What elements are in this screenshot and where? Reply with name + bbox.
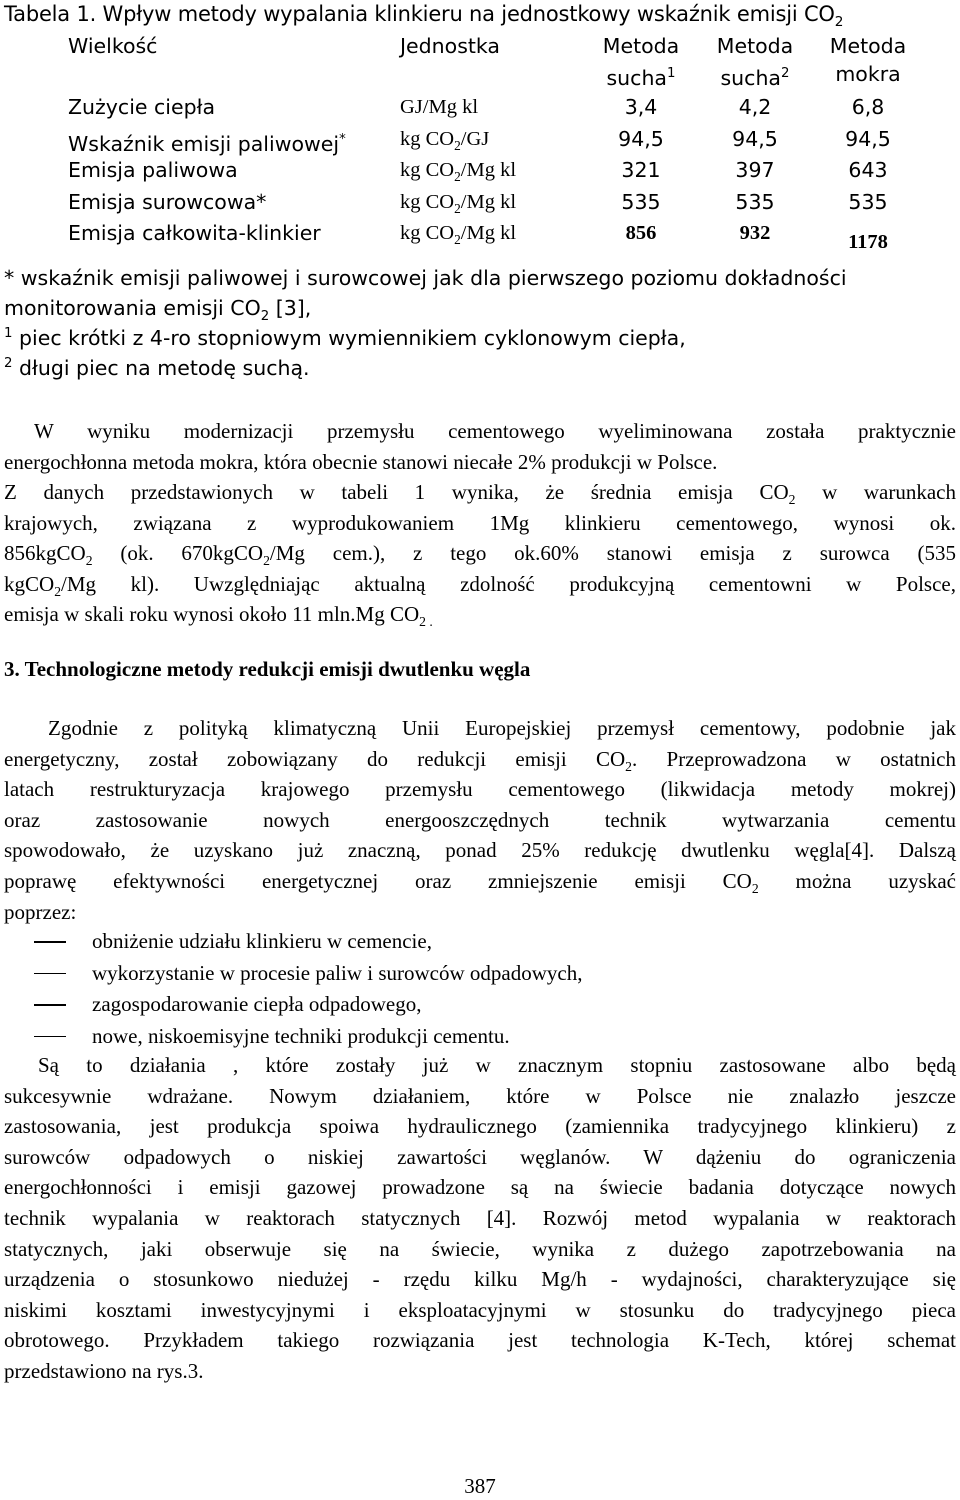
note-4-text: długi piec na metodę suchą. [12,356,310,380]
row-label: Emisja paliwowa [68,158,238,182]
section-heading: 3. Technologiczne metody redukcji emisji dwutlenku węgla [4,657,531,681]
list-item-text: obniżenie udziału klinkieru w cemencie, [92,929,432,953]
paragraph-line [4,569,956,600]
text-span: kgCO [4,571,55,596]
table-row [60,92,910,124]
row-label-sup: * [339,131,346,147]
text-span: /Mg cem.), z tego ok.60% stanowi emisja z surowca (535 [269,541,956,566]
paragraph-line: energochłonna metoda mokra, która obecnie stanowi niecałe 2% produkcji w Polsce. [4,449,718,474]
text-sub: 2 [85,553,93,569]
paragraph-2 [4,477,956,630]
text-span: /Mg kl). Uwzględniając aktualną zdolność produkcyjną cementowni w Polsce, [61,571,956,596]
row-label [68,124,346,160]
paragraph-line: statycznych, jaki obserwuje się na świecie, wynika z dużego zapotrzebowania na [4,1236,956,1261]
unit-pre: kg CO [400,127,455,150]
unit-pre: kg CO [400,190,455,213]
paragraph-line [4,538,956,569]
paragraph-line: energochłonności i emisji gazowej prowadzone są na świecie badania dotyczące nowych [4,1175,956,1200]
row-value-mokra: 6,8 [851,95,885,119]
text-span: poprawę efektywności energetycznej oraz zmniejszenie emisji CO [4,868,752,893]
row-value-sucha-1: 535 [621,189,661,214]
text-sub: 2 [788,492,796,508]
paragraph-line: technik wypalania w reaktorach statycznych [4]. Rozwój metod wypalania w reaktorach [4,1205,956,1230]
page-number: 387 [464,1474,496,1498]
header-metoda-sucha-1 [586,32,696,92]
header-jednostka: Jednostka [400,34,500,58]
header-metoda-mokra [813,32,923,88]
note-3-sup: 1 [4,326,13,342]
header-m2-sup: 2 [781,66,790,81]
row-label: Emisja surowcowa* [68,189,267,214]
table-header-row [60,30,910,92]
text-span: emisja w skali roku wynosi około 11 mln.Mg CO [4,602,420,627]
paragraph-4 [4,1050,956,1387]
paragraph-line: urządzenia o stosunkowo niedużej - rzędu kilku Mg/h - wydajności, charakteryzujące się [4,1267,956,1292]
paragraph-line [4,866,956,897]
list-item-text: wykorzystanie w procesie paliw i surowców odpadowych, [92,960,583,985]
table-note-2 [4,296,311,324]
table-caption-text: Tabela 1. Wpływ metody wypalania klinkieru na jednostkowy wskaźnik emisji CO [4,2,835,26]
row-value-sucha-2: 397 [735,158,775,182]
text-sub: 2 . [419,614,433,630]
unit-pre: kg CO [400,159,455,181]
row-value-sucha-1: 856 [625,222,657,244]
row-value-mokra: 643 [848,158,888,182]
row-value-mokra: 535 [848,189,888,214]
note-3-text: piec krótki z 4-ro stopniowym wymiennikiem cyklonowym ciepła, [12,326,686,350]
note-2-pre: monitorowania emisji CO [4,296,261,320]
header-m1-line2: sucha [606,65,667,90]
header-m3-line1: Metoda [829,34,907,58]
paragraph-line [4,744,956,775]
paragraph-line: obrotowego. Przykładem takiego rozwiązania jest technologia K-Tech, której schemat [4,1328,956,1353]
row-value-sucha-2: 4,2 [738,95,772,119]
list-item-text: nowe, niskoemisyjne techniki produkcji cementu. [92,1023,510,1048]
paragraph-line: oraz zastosowanie nowych energooszczędnych technik wytwarzania cementu [4,807,956,832]
paragraph-line: sukcesywnie wdrażane. Nowym działaniem, które w Polsce nie znalazło jeszcze [4,1083,956,1108]
row-value-sucha-2: 932 [739,222,771,244]
paragraph-line: spowodowało, że uzyskano już znaczną, ponad 25% redukcję dwutlenku węgla[4]. Dalszą [4,838,956,863]
paragraph-3 [4,713,956,927]
table-row [60,218,910,258]
paragraph-line: latach restrukturyzacja krajowego przemysłu cementowego (likwidacja metody mokrej) [4,777,956,802]
note-4-sup: 2 [4,356,13,372]
dash-bullet-icon [34,1036,66,1038]
table-note-1: * wskaźnik emisji paliwowej i surowcowej jak dla pierwszego poziomu dokładności [4,266,847,290]
unit-pre: kg CO [400,222,455,244]
row-label: Zużycie ciepła [68,95,216,119]
row-value-sucha-2: 535 [735,189,775,214]
text-span: Z danych przedstawionych w tabeli 1 wynika, że średnia emisja CO [4,480,789,504]
text-sub: 2 [625,758,632,774]
unit-post: /Mg kl [460,222,517,244]
text-sub: 2 [751,881,759,897]
paragraph-line: poprzez: [4,899,77,924]
list-item-text: zagospodarowanie ciepła odpadowego, [92,992,422,1016]
row-unit: GJ/Mg kl [400,96,479,118]
unit-post: /Mg kl [460,190,517,213]
row-value-sucha-2: 94,5 [732,126,778,151]
dash-bullet-icon [34,973,66,975]
dash-bullet-icon [34,1004,66,1006]
header-m1-line1: Metoda [602,34,680,58]
note-2-post: [3], [269,296,312,320]
text-span: energetyczny, został zobowiązany do redukcji emisji CO [4,746,626,771]
paragraph-line: przedstawiono na rys.3. [4,1358,204,1383]
row-label-text: Wskaźnik emisji paliwowej [68,131,340,156]
paragraph-line: Są to działania , które zostały już w znacznym stopniu zastosowane albo będą [38,1053,956,1077]
unit-sub: 2 [454,169,461,185]
text-sub: 2 [263,553,270,569]
row-value-sucha-1: 321 [621,158,661,182]
unit-post: /Mg kl [460,159,517,181]
table-row [60,155,910,187]
table-row [60,124,910,156]
text-span: można uzyskać [758,868,956,893]
header-m2-line2: sucha [720,65,781,90]
text-span: w warunkach [795,480,956,504]
table-caption-sub: 2 [834,14,844,31]
text-span: 856kgCO [4,541,86,566]
paragraph-line [4,477,956,508]
note-2-sub: 2 [260,309,270,325]
table-note-3 [4,326,686,350]
paragraph-line: Zgodnie z polityką klimatyczną Unii Europejskiej przemysł cementowy, podobnie jak [48,716,956,740]
header-m1-sup: 1 [667,66,676,81]
unit-post: /GJ [460,127,490,150]
row-value-sucha-1: 3,4 [624,95,658,119]
paragraph-line: W wyniku modernizacji przemysłu cementowego wyeliminowana została praktycznie [34,419,956,443]
row-unit [400,218,516,255]
header-wielkosc: Wielkość [68,34,158,58]
text-span: (ok. 670kgCO [92,541,264,566]
dash-bullet-icon [34,941,66,943]
header-m2-line1: Metoda [716,34,794,58]
row-value-mokra: 94,5 [845,126,891,151]
row-value-mokra: 1178 [848,231,888,253]
unit-sub: 2 [454,232,461,248]
row-label: Emisja całkowita-klinkier [68,221,321,245]
paragraph-line: krajowych, związana z wyprodukowaniem 1Mg klinkieru cementowego, wynosi ok. [4,510,956,535]
paragraph-1 [4,416,956,477]
paragraph-line: niskimi kosztami inwestycyjnymi i eksploatacyjnymi w stosunku do tradycyjnego pieca [4,1297,956,1322]
header-metoda-sucha-2 [700,32,810,92]
table-caption [4,2,843,30]
unit-sub: 2 [454,200,461,216]
table-row [60,187,910,219]
paragraph-line [4,599,956,630]
emission-table [60,30,910,258]
row-value-sucha-1: 94,5 [618,126,664,151]
header-m3-line2: mokra [835,62,901,86]
paragraph-line: zastosowania, jest produkcja spoiwa hydraulicznego (zamiennika tradycyjnego klinkieru) z [4,1114,956,1139]
text-span: . Przeprowadzona w ostatnich [632,746,956,771]
paragraph-line: surowców odpadowych o niskiej zawartości węglanów. W dążeniu do ograniczenia [4,1144,956,1169]
text-sub: 2 [54,583,62,599]
table-note-4 [4,356,310,380]
unit-sub: 2 [454,137,461,153]
